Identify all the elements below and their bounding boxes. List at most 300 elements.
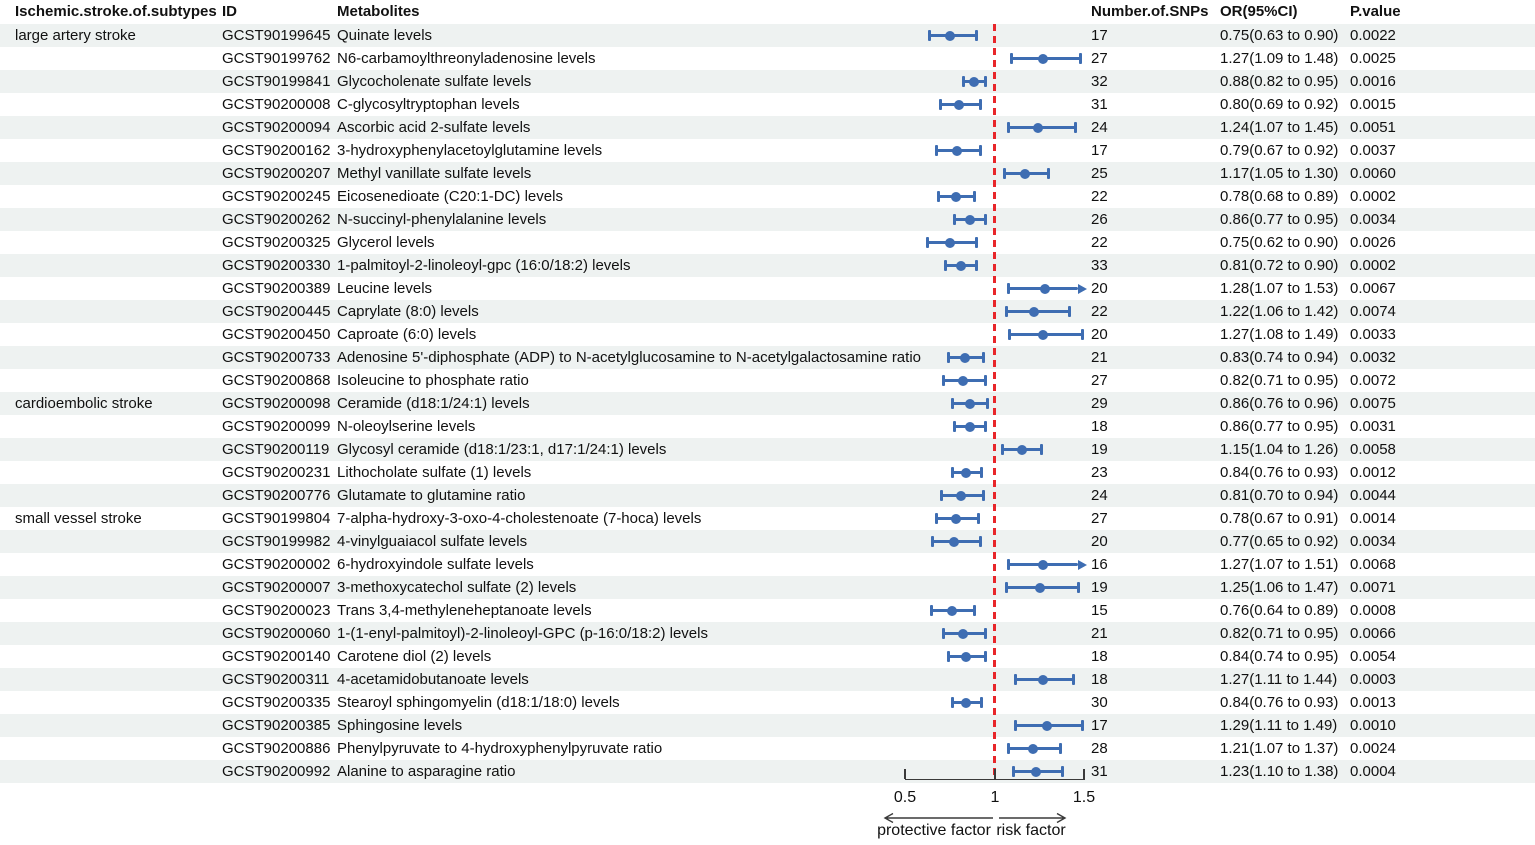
table-row	[0, 668, 1535, 691]
or-point	[961, 652, 971, 662]
ci-arrowhead-right-icon	[1078, 284, 1087, 294]
ci-cap-left	[1007, 559, 1010, 570]
or-point	[958, 376, 968, 386]
table-row	[0, 760, 1535, 783]
p-value: 0.0014	[1350, 510, 1396, 527]
table-row	[0, 576, 1535, 599]
ci-cap-left	[928, 30, 931, 41]
table-row	[0, 162, 1535, 185]
gcst-id: GCST90200245	[222, 188, 331, 205]
or-point	[965, 399, 975, 409]
metabolite-name: Ceramide (d18:1/24:1) levels	[337, 395, 530, 412]
metabolite-name: Eicosenedioate (C20:1-DC) levels	[337, 188, 563, 205]
snp-count: 16	[1091, 556, 1108, 573]
snp-count: 27	[1091, 510, 1108, 527]
ci-cap-right	[984, 628, 987, 639]
ci-cap-right	[1061, 766, 1064, 777]
table-row	[0, 254, 1535, 277]
ci-cap-left	[953, 421, 956, 432]
x-axis-line	[905, 779, 1085, 780]
gcst-id: GCST90200060	[222, 625, 331, 642]
p-value: 0.0031	[1350, 418, 1396, 435]
or-ci-value: 0.84(0.74 to 0.95)	[1220, 648, 1339, 665]
ci-cap-left	[1005, 582, 1008, 593]
gcst-id: GCST90200207	[222, 165, 331, 182]
or-point	[949, 537, 959, 547]
ci-cap-left	[951, 467, 954, 478]
table-row	[0, 277, 1535, 300]
gcst-id: GCST90200776	[222, 487, 331, 504]
snp-count: 27	[1091, 50, 1108, 67]
ci-cap-left	[1005, 306, 1008, 317]
ci-cap-left	[1007, 743, 1010, 754]
snp-count: 31	[1091, 763, 1108, 780]
or-ci-value: 1.24(1.07 to 1.45)	[1220, 119, 1339, 136]
gcst-id: GCST90200733	[222, 349, 331, 366]
or-ci-value: 1.27(1.09 to 1.48)	[1220, 50, 1339, 67]
table-row	[0, 737, 1535, 760]
metabolite-name: Quinate levels	[337, 27, 433, 44]
ci-cap-right	[1081, 329, 1084, 340]
or-ci-value: 0.80(0.69 to 0.92)	[1220, 96, 1339, 113]
metabolite-name: Glycosyl ceramide (d18:1/23:1, d17:1/24:1) levels	[337, 441, 667, 458]
header-id: ID	[222, 3, 237, 20]
ci-cap-right	[1040, 444, 1043, 455]
x-axis-tick-label: 1.5	[1072, 789, 1096, 806]
snp-count: 19	[1091, 441, 1108, 458]
p-value: 0.0066	[1350, 625, 1396, 642]
or-ci-value: 1.27(1.11 to 1.44)	[1220, 671, 1338, 688]
snp-count: 18	[1091, 418, 1108, 435]
gcst-id: GCST90200094	[222, 119, 331, 136]
snp-count: 31	[1091, 96, 1108, 113]
p-value: 0.0016	[1350, 73, 1396, 90]
metabolite-name: Phenylpyruvate to 4-hydroxyphenylpyruvate ratio	[337, 740, 663, 757]
or-point	[961, 698, 971, 708]
p-value: 0.0058	[1350, 441, 1396, 458]
or-point	[958, 629, 968, 639]
or-ci-value: 1.29(1.11 to 1.49)	[1220, 717, 1338, 734]
or-point	[1038, 560, 1048, 570]
snp-count: 29	[1091, 395, 1108, 412]
metabolite-name: Glutamate to glutamine ratio	[337, 487, 526, 504]
ci-cap-left	[951, 697, 954, 708]
gcst-id: GCST90200445	[222, 303, 331, 320]
header-number-of-snps: Number.of.SNPs	[1091, 3, 1209, 20]
ci-cap-right	[1079, 53, 1082, 64]
snp-count: 21	[1091, 625, 1108, 642]
snp-count: 15	[1091, 602, 1108, 619]
table-row	[0, 438, 1535, 461]
ci-cap-right	[975, 260, 978, 271]
gcst-id: GCST90200325	[222, 234, 331, 251]
subtype-label: small vessel stroke	[15, 510, 142, 527]
table-row	[0, 645, 1535, 668]
ci-cap-right	[986, 398, 989, 409]
ci-cap-left	[947, 352, 950, 363]
ci-cap-right	[979, 536, 982, 547]
metabolite-name: Glycocholenate sulfate levels	[337, 73, 532, 90]
x-axis-tick-label: 1	[990, 789, 1000, 806]
or-point	[951, 192, 961, 202]
ci-cap-right	[984, 214, 987, 225]
ci-cap-left	[944, 260, 947, 271]
or-ci-value: 1.27(1.07 to 1.51)	[1220, 556, 1339, 573]
or-ci-value: 0.75(0.62 to 0.90)	[1220, 234, 1339, 251]
metabolite-name: 1-palmitoyl-2-linoleoyl-gpc (16:0/18:2) levels	[337, 257, 631, 274]
snp-count: 17	[1091, 27, 1108, 44]
gcst-id: GCST90200335	[222, 694, 331, 711]
header-p-value: P.value	[1350, 3, 1401, 20]
gcst-id: GCST90199645	[222, 27, 331, 44]
table-row	[0, 24, 1535, 47]
or-point	[947, 606, 957, 616]
table-row	[0, 507, 1535, 530]
snp-count: 21	[1091, 349, 1108, 366]
gcst-id: GCST90199762	[222, 50, 331, 67]
table-row	[0, 300, 1535, 323]
table-row	[0, 714, 1535, 737]
ci-cap-right	[973, 605, 976, 616]
gcst-id: GCST90200385	[222, 717, 331, 734]
metabolite-name: Leucine levels	[337, 280, 433, 297]
x-axis-tick	[904, 769, 906, 779]
or-ci-value: 0.82(0.71 to 0.95)	[1220, 625, 1339, 642]
table-header-row	[0, 0, 1535, 24]
or-ci-value: 1.15(1.04 to 1.26)	[1220, 441, 1339, 458]
header-metabolites: Metabolites	[337, 3, 420, 20]
table-row	[0, 323, 1535, 346]
p-value: 0.0044	[1350, 487, 1396, 504]
subtype-label: cardioembolic stroke	[15, 395, 153, 412]
metabolite-name: N-oleoylserine levels	[337, 418, 476, 435]
table-row	[0, 208, 1535, 231]
protective-factor-label: protective factor	[877, 822, 991, 839]
ci-arrowhead-right-icon	[1078, 560, 1087, 570]
or-point	[945, 31, 955, 41]
p-value: 0.0002	[1350, 188, 1396, 205]
metabolite-name: 3-methoxycatechol sulfate (2) levels	[337, 579, 577, 596]
gcst-id: GCST90200330	[222, 257, 331, 274]
or-ci-value: 1.28(1.07 to 1.53)	[1220, 280, 1339, 297]
snp-count: 26	[1091, 211, 1108, 228]
ci-cap-left	[935, 145, 938, 156]
snp-count: 24	[1091, 487, 1108, 504]
metabolite-name: Stearoyl sphingomyelin (d18:1/18:0) levels	[337, 694, 620, 711]
or-ci-value: 0.82(0.71 to 0.95)	[1220, 372, 1339, 389]
p-value: 0.0060	[1350, 165, 1396, 182]
table-body	[0, 24, 1535, 783]
or-point	[1042, 721, 1052, 731]
p-value: 0.0068	[1350, 556, 1396, 573]
gcst-id: GCST90199841	[222, 73, 331, 90]
or-ci-value: 0.78(0.67 to 0.91)	[1220, 510, 1339, 527]
snp-count: 30	[1091, 694, 1108, 711]
table-row	[0, 599, 1535, 622]
or-point	[969, 77, 979, 87]
table-row	[0, 530, 1535, 553]
or-point	[1029, 307, 1039, 317]
snp-count: 22	[1091, 303, 1108, 320]
ci-cap-right	[975, 30, 978, 41]
table-row	[0, 415, 1535, 438]
gcst-id: GCST90200868	[222, 372, 331, 389]
gcst-id: GCST90200023	[222, 602, 331, 619]
gcst-id: GCST90200162	[222, 142, 331, 159]
x-axis-tick	[994, 769, 996, 779]
x-axis-tick	[1083, 769, 1085, 779]
metabolite-name: Alanine to asparagine ratio	[337, 763, 516, 780]
or-point	[1020, 169, 1030, 179]
snp-count: 17	[1091, 142, 1108, 159]
ci-cap-right	[977, 513, 980, 524]
or-ci-value: 1.22(1.06 to 1.42)	[1220, 303, 1339, 320]
snp-count: 18	[1091, 671, 1108, 688]
ci-cap-left	[1014, 720, 1017, 731]
metabolite-name: Trans 3,4-methyleneheptanoate levels	[337, 602, 592, 619]
p-value: 0.0015	[1350, 96, 1396, 113]
risk-factor-label: risk factor	[996, 822, 1066, 839]
or-point	[954, 100, 964, 110]
or-point	[965, 422, 975, 432]
or-point	[1017, 445, 1027, 455]
metabolite-name: Methyl vanillate sulfate levels	[337, 165, 532, 182]
ci-cap-left	[935, 513, 938, 524]
snp-count: 17	[1091, 717, 1108, 734]
metabolite-name: N-succinyl-phenylalanine levels	[337, 211, 547, 228]
p-value: 0.0051	[1350, 119, 1396, 136]
header-or-ci: OR(95%CI)	[1220, 3, 1298, 20]
table-row	[0, 369, 1535, 392]
metabolite-name: Adenosine 5'-diphosphate (ADP) to N-acetylglucosamine to N-acetylgalactosamine ratio	[337, 349, 921, 366]
ci-cap-left	[942, 628, 945, 639]
ci-cap-left	[940, 490, 943, 501]
gcst-id: GCST90200450	[222, 326, 331, 343]
gcst-id: GCST90200119	[222, 441, 330, 458]
or-ci-value: 0.78(0.68 to 0.89)	[1220, 188, 1339, 205]
x-axis-tick-label: 0.5	[893, 789, 917, 806]
snp-count: 22	[1091, 234, 1108, 251]
ci-cap-right	[1074, 122, 1077, 133]
or-point	[1033, 123, 1043, 133]
subtype-label: large artery stroke	[15, 27, 136, 44]
metabolite-name: 4-acetamidobutanoate levels	[337, 671, 529, 688]
ci-cap-right	[984, 375, 987, 386]
ci-cap-right	[1047, 168, 1050, 179]
p-value: 0.0022	[1350, 27, 1396, 44]
p-value: 0.0071	[1350, 579, 1396, 596]
metabolite-name: N6-carbamoylthreonyladenosine levels	[337, 50, 596, 67]
ci-cap-left	[926, 237, 929, 248]
table-row	[0, 461, 1535, 484]
or-point	[1031, 767, 1041, 777]
metabolite-name: 7-alpha-hydroxy-3-oxo-4-cholestenoate (7-hoca) levels	[337, 510, 702, 527]
table-row	[0, 139, 1535, 162]
table-row	[0, 484, 1535, 507]
ci-cap-right	[984, 76, 987, 87]
p-value: 0.0012	[1350, 464, 1396, 481]
or-ci-value: 0.76(0.64 to 0.89)	[1220, 602, 1339, 619]
ci-cap-left	[931, 536, 934, 547]
ci-cap-right	[1077, 582, 1080, 593]
table-row	[0, 93, 1535, 116]
table-row	[0, 231, 1535, 254]
ci-cap-left	[1014, 674, 1017, 685]
metabolite-name: 6-hydroxyindole sulfate levels	[337, 556, 534, 573]
p-value: 0.0003	[1350, 671, 1396, 688]
p-value: 0.0034	[1350, 533, 1396, 550]
snp-count: 24	[1091, 119, 1108, 136]
metabolite-name: Ascorbic acid 2-sulfate levels	[337, 119, 531, 136]
table-row	[0, 346, 1535, 369]
gcst-id: GCST90200099	[222, 418, 331, 435]
or-point	[1028, 744, 1038, 754]
snp-count: 27	[1091, 372, 1108, 389]
ci-cap-right	[1081, 720, 1084, 731]
p-value: 0.0010	[1350, 717, 1396, 734]
ci-cap-left	[1001, 444, 1004, 455]
ci-cap-left	[962, 76, 965, 87]
p-value: 0.0034	[1350, 211, 1396, 228]
p-value: 0.0033	[1350, 326, 1396, 343]
or-ci-value: 0.86(0.77 to 0.95)	[1220, 418, 1339, 435]
or-point	[1038, 675, 1048, 685]
snp-count: 20	[1091, 280, 1108, 297]
or-point	[1038, 330, 1048, 340]
or-ci-value: 0.86(0.76 to 0.96)	[1220, 395, 1339, 412]
ci-cap-left	[1007, 122, 1010, 133]
ci-cap-right	[1072, 674, 1075, 685]
snp-count: 22	[1091, 188, 1108, 205]
or-ci-value: 0.88(0.82 to 0.95)	[1220, 73, 1339, 90]
ci-cap-right	[984, 651, 987, 662]
or-point	[965, 215, 975, 225]
table-row	[0, 185, 1535, 208]
or-ci-value: 1.27(1.08 to 1.49)	[1220, 326, 1339, 343]
or-point	[960, 353, 970, 363]
or-ci-value: 0.75(0.63 to 0.90)	[1220, 27, 1339, 44]
or-point	[1035, 583, 1045, 593]
p-value: 0.0002	[1350, 257, 1396, 274]
table-row	[0, 553, 1535, 576]
ci-cap-left	[937, 191, 940, 202]
gcst-id: GCST90200007	[222, 579, 331, 596]
gcst-id: GCST90200098	[222, 395, 331, 412]
or-point	[956, 491, 966, 501]
reference-line-or1	[993, 24, 996, 779]
p-value: 0.0004	[1350, 763, 1396, 780]
ci-cap-right	[975, 237, 978, 248]
snp-count: 20	[1091, 326, 1108, 343]
snp-count: 19	[1091, 579, 1108, 596]
ci-cap-right	[1059, 743, 1062, 754]
table-row	[0, 691, 1535, 714]
ci-cap-left	[947, 651, 950, 662]
gcst-id: GCST90199982	[222, 533, 331, 550]
gcst-id: GCST90200002	[222, 556, 331, 573]
ci-cap-left	[1007, 283, 1010, 294]
ci-cap-left	[953, 214, 956, 225]
gcst-id: GCST90200992	[222, 763, 331, 780]
or-ci-value: 0.81(0.72 to 0.90)	[1220, 257, 1339, 274]
or-point	[945, 238, 955, 248]
metabolite-name: 3-hydroxyphenylacetoylglutamine levels	[337, 142, 603, 159]
metabolite-name: Lithocholate sulfate (1) levels	[337, 464, 532, 481]
ci-cap-left	[930, 605, 933, 616]
table-row	[0, 622, 1535, 645]
p-value: 0.0024	[1350, 740, 1396, 757]
metabolite-name: Isoleucine to phosphate ratio	[337, 372, 529, 389]
ci-cap-left	[1008, 329, 1011, 340]
ci-cap-right	[980, 697, 983, 708]
ci-cap-left	[951, 398, 954, 409]
table-row	[0, 70, 1535, 93]
or-ci-value: 1.21(1.07 to 1.37)	[1220, 740, 1339, 757]
or-ci-value: 0.81(0.70 to 0.94)	[1220, 487, 1339, 504]
gcst-id: GCST90200262	[222, 211, 331, 228]
metabolite-name: 4-vinylguaiacol sulfate levels	[337, 533, 528, 550]
metabolite-name: Glycerol levels	[337, 234, 435, 251]
snp-count: 32	[1091, 73, 1108, 90]
table-row	[0, 116, 1535, 139]
or-point	[952, 146, 962, 156]
or-point	[1038, 54, 1048, 64]
metabolite-name: Carotene diol (2) levels	[337, 648, 492, 665]
or-point	[956, 261, 966, 271]
or-ci-value: 0.84(0.76 to 0.93)	[1220, 694, 1339, 711]
ci-cap-left	[939, 99, 942, 110]
or-ci-value: 0.84(0.76 to 0.93)	[1220, 464, 1339, 481]
header-subtypes: Ischemic.stroke.of.subtypes	[15, 3, 217, 20]
or-ci-value: 0.86(0.77 to 0.95)	[1220, 211, 1339, 228]
ci-cap-right	[1068, 306, 1071, 317]
metabolite-name: Caprylate (8:0) levels	[337, 303, 479, 320]
ci-cap-left	[1012, 766, 1015, 777]
metabolite-name: C-glycosyltryptophan levels	[337, 96, 520, 113]
ci-cap-left	[1003, 168, 1006, 179]
gcst-id: GCST90200311	[222, 671, 330, 688]
ci-cap-left	[942, 375, 945, 386]
ci-cap-left	[1010, 53, 1013, 64]
p-value: 0.0032	[1350, 349, 1396, 366]
or-ci-value: 0.77(0.65 to 0.92)	[1220, 533, 1339, 550]
or-point	[1040, 284, 1050, 294]
or-point	[961, 468, 971, 478]
p-value: 0.0075	[1350, 395, 1396, 412]
or-ci-value: 1.23(1.10 to 1.38)	[1220, 763, 1339, 780]
metabolite-name: Sphingosine levels	[337, 717, 463, 734]
p-value: 0.0037	[1350, 142, 1396, 159]
ci-cap-right	[984, 421, 987, 432]
or-ci-value: 1.17(1.05 to 1.30)	[1220, 165, 1339, 182]
ci-cap-right	[982, 490, 985, 501]
p-value: 0.0008	[1350, 602, 1396, 619]
or-ci-value: 1.25(1.06 to 1.47)	[1220, 579, 1339, 596]
metabolite-name: Caproate (6:0) levels	[337, 326, 477, 343]
ci-cap-right	[980, 467, 983, 478]
p-value: 0.0013	[1350, 694, 1396, 711]
ci-cap-right	[979, 145, 982, 156]
table-row	[0, 47, 1535, 70]
p-value: 0.0054	[1350, 648, 1396, 665]
ci-cap-right	[973, 191, 976, 202]
table-row	[0, 392, 1535, 415]
snp-count: 18	[1091, 648, 1108, 665]
or-point	[951, 514, 961, 524]
gcst-id: GCST90200140	[222, 648, 331, 665]
ci-cap-right	[982, 352, 985, 363]
snp-count: 28	[1091, 740, 1108, 757]
